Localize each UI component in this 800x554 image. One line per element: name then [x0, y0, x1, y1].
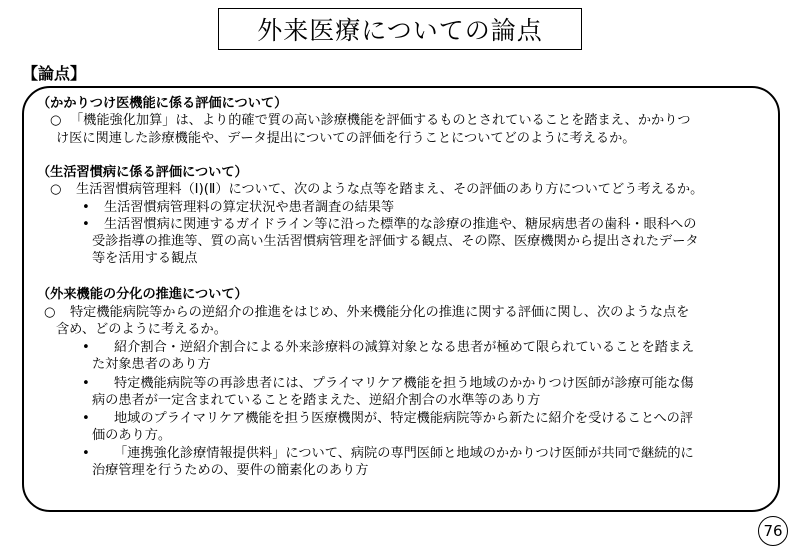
section-heading: （かかりつけ医機能に係る評価について） [37, 96, 288, 111]
bullet-text-line: 紹介割合・逆紹介割合による外来診療料の減算対象となる患者が極めて限られていることを踏まえ [114, 340, 695, 355]
page-number: 76 [758, 516, 788, 546]
bullet-text-line: 生活習慣病管理料の算定状況や患者調査の結果等 [104, 200, 395, 215]
circle-marker: ○ [44, 305, 56, 320]
section-heading: （生活習慣病に係る評価について） [37, 165, 248, 180]
item-text-line: 「機能強化加算」は、より的確で質の高い診療機能を評価するものとされていることを踏まえ、かかりつ [70, 113, 691, 128]
bullet-text-line: 特定機能病院等の再診患者には、プライマリケア機能を担う地域のかかりつけ医師が診療可能な傷 [114, 376, 694, 391]
circle-marker: ○ [50, 182, 62, 197]
bullet-marker: • [82, 376, 90, 391]
bullet-text-line: 地域のプライマリケア機能を担う医療機関が、特定機能病院等から新たに紹介を受けることへの評 [114, 411, 694, 426]
circle-marker: ○ [50, 113, 62, 128]
bullet-text-line: 病の患者が一定含まれていることを踏まえた、逆紹介割合の水準等のあり方 [92, 393, 541, 408]
bullet-text-line: た対象患者のあり方 [92, 357, 211, 372]
item-text-line: 含め、どのように考えるか。 [56, 322, 227, 337]
bullet-marker: • [82, 340, 90, 355]
section-heading: （外来機能の分化の推進について） [37, 287, 248, 302]
bullet-marker: • [82, 411, 90, 426]
item-text-line: け医に関連した診療機能や、データ提出についての評価を行うことについてどのように考えるか。 [56, 131, 636, 146]
bullet-text-line: 等を活用する観点 [92, 251, 198, 266]
item-text-line: 生活習慣病管理料（Ⅰ)(Ⅱ）について、次のような点等を踏まえ、その評価のあり方についてどう考えるか。 [76, 182, 704, 197]
bullet-text-line: 治療管理を行うための、要件の簡素化のあり方 [92, 463, 369, 478]
bullet-marker: • [82, 446, 90, 461]
bullet-text-line: 受診指導の推進等、質の高い生活習慣病管理を評価する観点、その際、医療機関から提出されたデータ [92, 234, 699, 249]
bullet-text-line: 価のあり方。 [92, 428, 172, 443]
bullet-marker: • [82, 200, 90, 215]
page-title: 外来医療についての論点 [218, 8, 582, 50]
bullet-text-line: 生活習慣病に関連するガイドライン等に沿った標準的な診療の推進や、糖尿病患者の歯科・眼科への [104, 217, 697, 232]
bullet-text-line: 「連携強化診療情報提供料」について、病院の専門医師と地域のかかりつけ医師が共同で継続的に [114, 446, 694, 461]
item-text-line: 特定機能病院等からの逆紹介の推進をはじめ、外来機能分化の推進に関する評価に関し、次のような点を [70, 305, 690, 320]
bullet-marker: • [82, 217, 90, 232]
section-label: 【論点】 [22, 64, 87, 83]
